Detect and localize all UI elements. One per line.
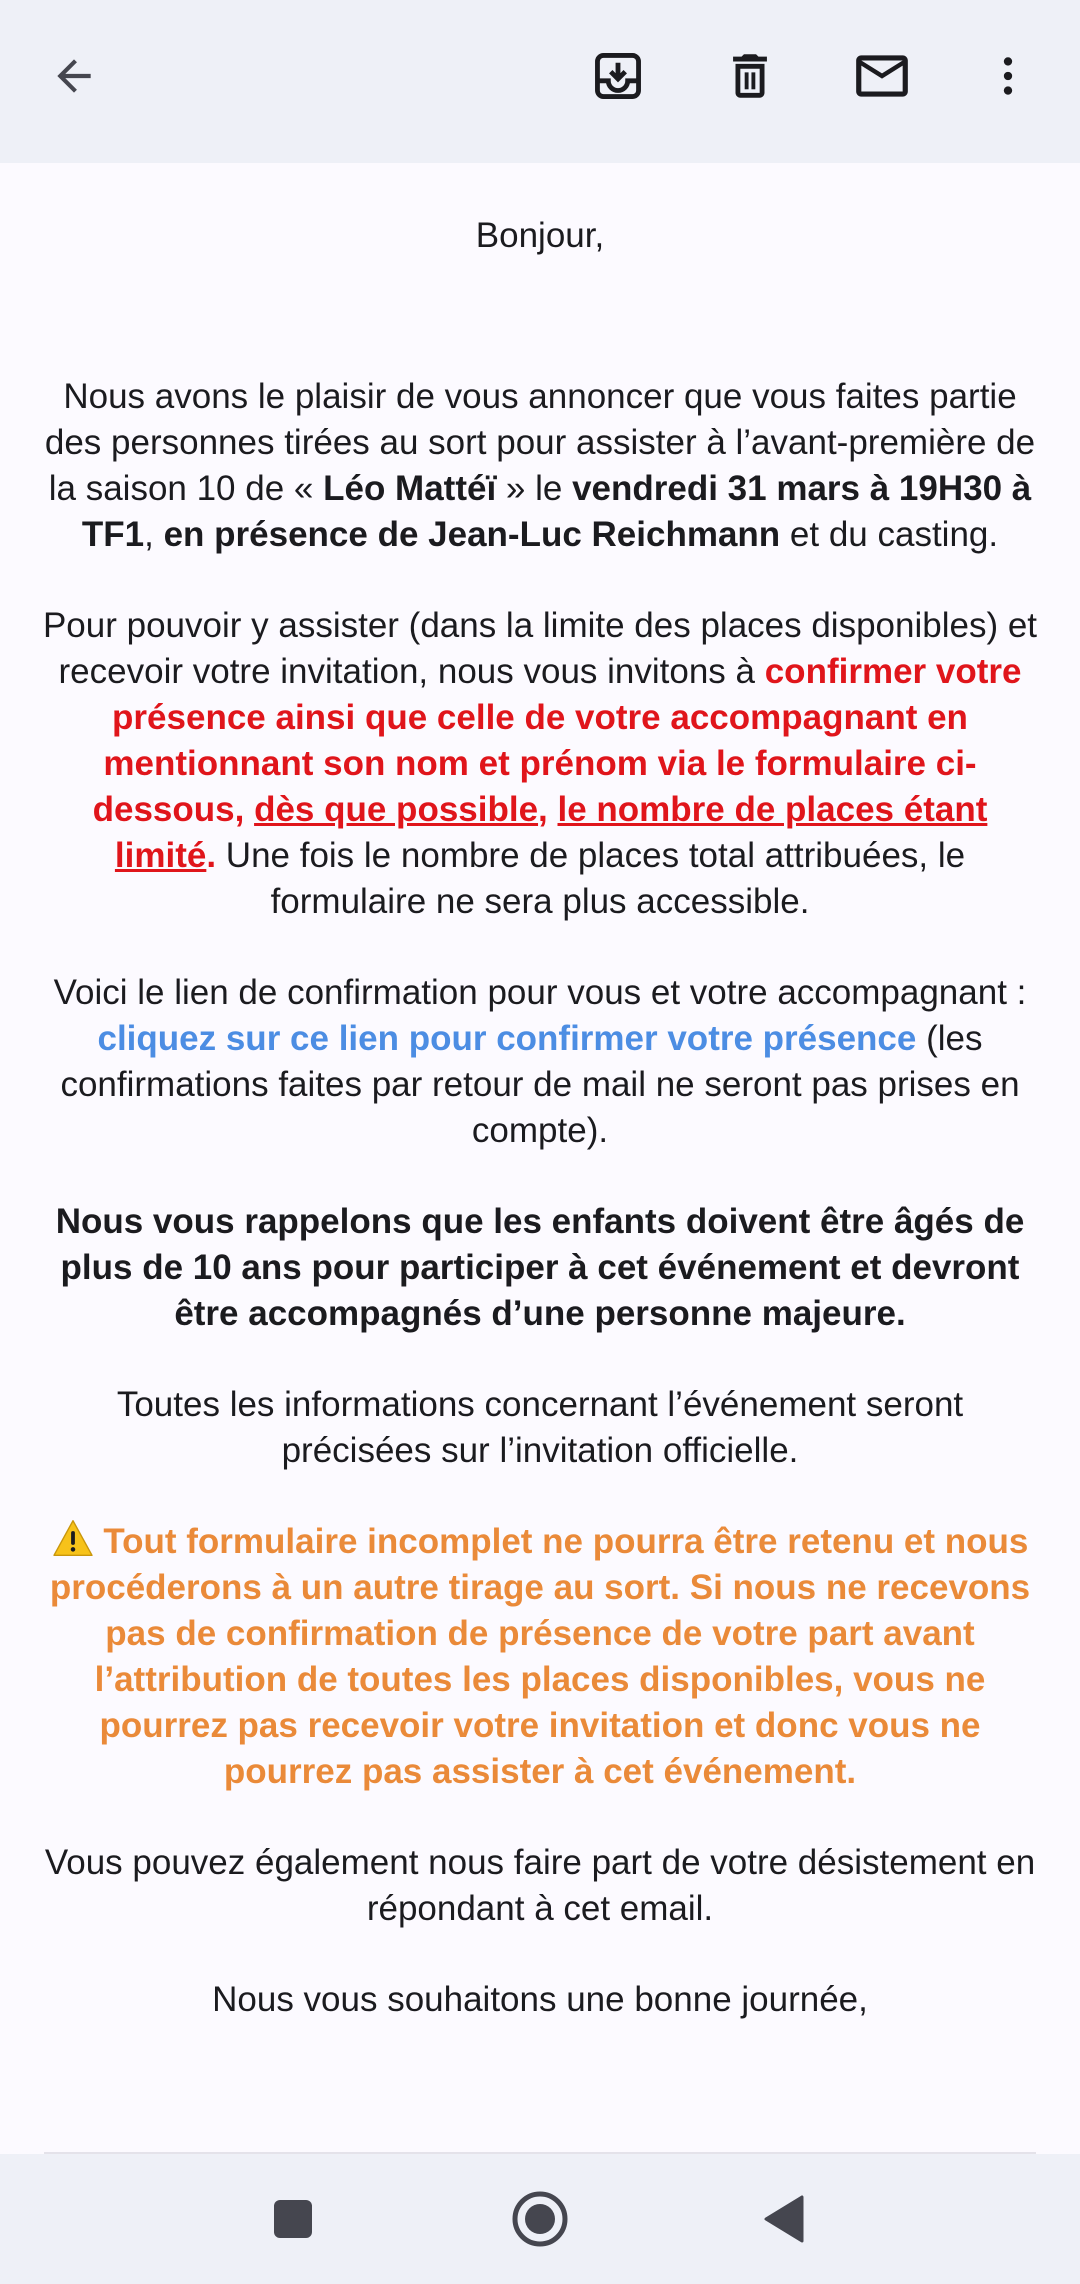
red-text: . [206,836,217,875]
back-button[interactable] [38,40,110,112]
confirmation-paragraph [40,603,1040,925]
text-span: (les confirmations faites par retour de mail ne seront pas prises en compte). [60,1019,1020,1150]
delete-icon [721,47,779,105]
red-underlined: dès que possible [254,790,539,829]
recents-square-icon [272,2198,314,2240]
back-arrow-icon [49,51,99,101]
closing-paragraph: Nous vous souhaitons une bonne journée, [212,1980,868,2019]
warning-text: Tout formulaire incomplet ne pourra être retenu et nous procéderons à un autre tirage au sort. Si nous ne recevons pas de confirmation de présence de votre part avant l’attribution de toutes les places disponibles, vous ne pourrez pas recevoir votre invitation et donc vous ne pourrez pas assister à cet événement. [49,1522,1031,1791]
warning-paragraph [40,1519,1040,1795]
info-paragraph: Toutes les informations concernant l’événement seront précisées sur l’invitation officielle. [116,1385,964,1470]
children-reminder: Nous vous rappelons que les enfants doivent être âgés de plus de 10 ans pour participer à cet événement et devront être accompagnés d’une personne majeure. [55,1202,1025,1333]
event-date: vendredi 31 mars à 19H30 à TF1 [81,469,1032,554]
confirmation-link[interactable]: cliquez sur ce lien pour confirmer votre présence [97,1019,917,1058]
red-underlined: le nombre de places étant limité [114,790,988,875]
text-span: Une fois le nombre de places total attribuées, le formulaire ne sera plus accessible. [216,836,966,921]
recents-button[interactable] [260,2186,326,2252]
announcement-paragraph [40,374,1040,558]
more-options-button[interactable] [972,40,1044,112]
text-span: Voici le lien de confirmation pour vous et votre accompagnant : [53,973,1027,1012]
text-span: » le [496,469,573,508]
archive-button[interactable] [582,40,654,112]
greeting: Bonjour, [475,216,605,255]
system-back-button[interactable] [752,2186,818,2252]
guest-mention: en présence de Jean-Luc Reichmann [163,515,781,554]
text-span: Pour pouvoir y assister (dans la limite des places disponibles) et recevoir votre invitation, nous vous invitons à [42,606,1038,691]
mark-unread-button[interactable] [846,40,918,112]
withdrawal-paragraph: Vous pouvez également nous faire part de votre désistement en répondant à cet email. [44,1843,1036,1928]
show-title: Léo Mattéï [323,469,497,508]
delete-button[interactable] [714,40,786,112]
email-message [40,163,1040,2023]
link-paragraph [40,970,1040,1154]
more-vert-icon [983,51,1033,101]
archive-icon [589,47,647,105]
red-instruction: confirmer votre présence ainsi que celle de votre accompagnant en mentionnant son nom et prénom via le formulaire ci-dessous, [92,652,1022,829]
mark-unread-icon [851,45,913,107]
text-span: , [144,515,164,554]
text-span: Nous avons le plaisir de vous annoncer que vous faites partie des personnes tirées au sort pour assister à l’avant-première de la saison 10 de « [44,377,1036,508]
system-navigation-bar [0,2154,1080,2284]
red-text: , [538,790,558,829]
email-body [0,163,1080,2153]
warning-icon [52,1519,94,1557]
top-app-bar [0,0,1080,163]
back-triangle-icon [762,2194,808,2244]
home-circle-icon [511,2190,569,2248]
home-button[interactable] [507,2186,573,2252]
text-span: et du casting. [780,515,999,554]
